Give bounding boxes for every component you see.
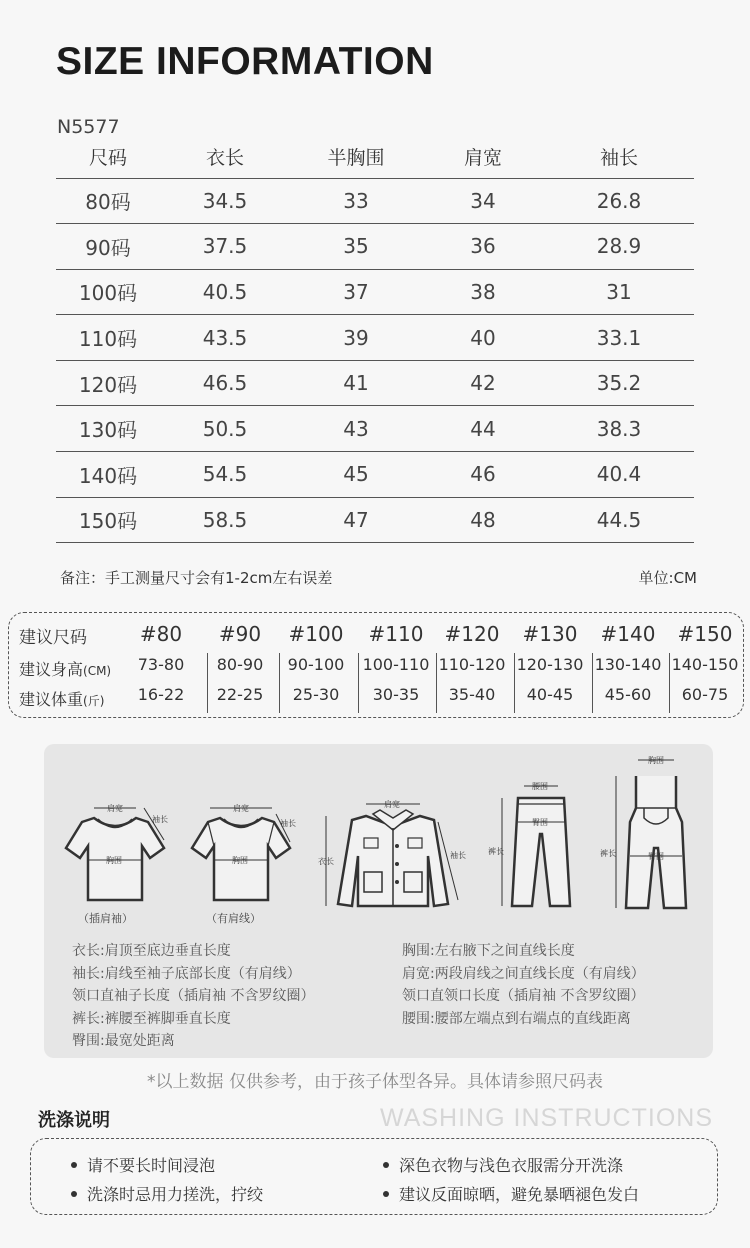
rec-divider <box>207 653 208 713</box>
rec-height-unit: (CM) <box>83 664 112 678</box>
table-row <box>56 452 694 498</box>
rec-size-7: #150 <box>677 622 733 646</box>
table-cell: 40.4 <box>544 452 694 498</box>
rec-divider <box>358 653 359 713</box>
table-row <box>56 497 694 543</box>
table-cell: 45 <box>290 452 422 498</box>
header-half-chest: 半胸围 <box>290 136 422 178</box>
shoulder-tee-figure <box>188 800 296 910</box>
wash-item <box>71 1182 263 1205</box>
rec-weight-5: 40-45 <box>526 685 574 704</box>
rec-divider <box>592 653 593 713</box>
rec-height-5: 120-130 <box>516 655 584 674</box>
label-shoulder: 肩宽 <box>107 804 123 813</box>
label-chest: 胸围 <box>106 856 122 865</box>
rec-size-label: 建议尺码 <box>19 628 87 648</box>
table-cell: 140码 <box>56 452 160 498</box>
table-cell: 110码 <box>56 315 160 361</box>
rec-weight-4: 35-40 <box>448 685 496 704</box>
page-title: SIZE INFORMATION <box>56 40 434 83</box>
desc-line: 肩宽:两段肩线之间直线长度（有肩线） <box>402 965 645 982</box>
rec-divider <box>669 653 670 713</box>
rec-weight-6: 45-60 <box>604 685 652 704</box>
desc-line: 衣长:肩顶至底边垂直长度 <box>72 943 231 959</box>
label-sleeve: 袖长 <box>152 815 168 824</box>
wash-item <box>383 1153 623 1176</box>
table-cell: 47 <box>290 497 422 543</box>
rec-size-6: #140 <box>600 622 656 646</box>
wash-item-text: 深色衣物与浅色衣服需分开洗涤 <box>399 1156 624 1175</box>
rec-weight-unit: (斤) <box>83 694 105 708</box>
table-cell: 46.5 <box>160 360 290 406</box>
table-row <box>56 269 694 315</box>
rec-weight-2: 25-30 <box>292 685 340 704</box>
raglan-tee-figure <box>62 800 170 910</box>
jacket-figure <box>318 796 468 916</box>
desc-line: 臀围:最宽处距离 <box>72 1033 175 1049</box>
caption-raglan: （插肩袖） <box>78 912 133 925</box>
table-cell: 150码 <box>56 497 160 543</box>
label-hip: 臀围 <box>532 818 548 827</box>
measurement-note: 备注：手工测量尺寸会有1-2cm左右误差 <box>60 569 333 587</box>
pants-icon <box>488 778 580 914</box>
table-cell: 31 <box>544 269 694 315</box>
table-row <box>56 360 694 406</box>
recommendation-box <box>8 612 744 718</box>
rec-size-0: #80 <box>139 622 183 646</box>
header-shoulder: 肩宽 <box>422 136 544 178</box>
pants-figure <box>488 778 580 914</box>
table-cell: 28.9 <box>544 224 694 270</box>
bullet-icon <box>71 1162 77 1168</box>
model-number: N5577 <box>57 116 120 138</box>
table-cell: 33.1 <box>544 315 694 361</box>
bullet-icon <box>383 1162 389 1168</box>
table-cell: 44 <box>422 406 544 452</box>
desc-line: 领口直领口长度（插肩袖 不含罗纹圈） <box>402 988 645 1004</box>
table-cell: 48 <box>422 497 544 543</box>
desc-line: 袖长:肩线至袖子底部长度（有肩线） <box>72 965 301 982</box>
table-cell: 35 <box>290 224 422 270</box>
table-cell: 35.2 <box>544 360 694 406</box>
label-shoulder-3: 肩宽 <box>384 800 400 809</box>
label-pants-2: 裤长 <box>600 849 616 858</box>
wash-item-text: 请不要长时间浸泡 <box>87 1156 216 1175</box>
rec-divider <box>514 653 515 713</box>
table-cell: 100码 <box>56 269 160 315</box>
table-cell: 120码 <box>56 360 160 406</box>
table-cell: 39 <box>290 315 422 361</box>
rec-height-2: 90-100 <box>287 655 345 674</box>
rec-height-7: 140-150 <box>671 655 739 674</box>
table-cell: 40.5 <box>160 269 290 315</box>
rec-divider <box>279 653 280 713</box>
table-cell: 43 <box>290 406 422 452</box>
label-chest-4: 胸围 <box>648 756 664 765</box>
label-waist: 腰围 <box>532 782 548 791</box>
rec-weight-0: 16-22 <box>137 685 185 704</box>
jacket-icon <box>318 796 468 916</box>
label-shoulder-2: 肩宽 <box>233 804 249 813</box>
label-sleeve-3: 袖长 <box>450 851 466 860</box>
table-cell: 34 <box>422 178 544 224</box>
table-cell: 38.3 <box>544 406 694 452</box>
table-cell: 54.5 <box>160 452 290 498</box>
size-table <box>56 136 694 543</box>
rec-divider <box>436 653 437 713</box>
rec-height-3: 100-110 <box>362 655 430 674</box>
rec-size-2: #100 <box>288 622 344 646</box>
unit-label: 单位:CM <box>638 569 697 587</box>
table-cell: 43.5 <box>160 315 290 361</box>
desc-line: 裤长:裤腰至裤脚垂直长度 <box>72 1010 231 1027</box>
rec-weight-text: 建议体重 <box>19 690 84 709</box>
shoulder-tee-icon <box>188 800 296 910</box>
label-hip-2: 臀围 <box>648 852 664 861</box>
wash-item-text: 洗涤时忌用力搓洗，拧绞 <box>87 1185 264 1204</box>
raglan-tee-icon <box>62 800 170 910</box>
desc-right <box>402 940 645 1030</box>
table-cell: 33 <box>290 178 422 224</box>
rec-weight-7: 60-75 <box>681 685 729 704</box>
table-cell: 40 <box>422 315 544 361</box>
table-row <box>56 178 694 224</box>
wash-item-text: 建议反面晾晒，避免暴晒褪色发白 <box>399 1185 640 1204</box>
table-cell: 46 <box>422 452 544 498</box>
label-chest-2: 胸围 <box>232 856 248 865</box>
header-length: 衣长 <box>160 136 290 178</box>
rec-height-text: 建议身高 <box>19 660 84 679</box>
table-cell: 58.5 <box>160 497 290 543</box>
washing-title: 洗涤说明 <box>38 1110 110 1131</box>
header-size: 尺码 <box>56 136 160 178</box>
table-row <box>56 224 694 270</box>
rec-weight-label <box>19 687 104 710</box>
table-row <box>56 315 694 361</box>
rec-height-6: 130-140 <box>594 655 662 674</box>
desc-line: 胸围:左右腋下之间直线长度 <box>402 943 575 959</box>
wash-item <box>71 1153 215 1176</box>
rec-height-0: 73-80 <box>137 655 185 674</box>
table-cell: 42 <box>422 360 544 406</box>
overalls-icon <box>600 752 704 916</box>
measurement-diagram <box>44 744 713 1058</box>
rec-height-label <box>19 657 111 680</box>
table-cell: 37 <box>290 269 422 315</box>
bullet-icon <box>383 1191 389 1197</box>
table-cell: 80码 <box>56 178 160 224</box>
rec-size-1: #90 <box>218 622 262 646</box>
rec-size-4: #120 <box>444 622 500 646</box>
rec-height-4: 110-120 <box>438 655 506 674</box>
rec-weight-3: 30-35 <box>372 685 420 704</box>
table-cell: 44.5 <box>544 497 694 543</box>
caption-shoulder: （有肩线） <box>206 912 261 925</box>
table-cell: 37.5 <box>160 224 290 270</box>
label-sleeve-2: 袖长 <box>280 819 296 828</box>
table-cell: 26.8 <box>544 178 694 224</box>
label-pants: 裤长 <box>488 847 504 856</box>
size-table-header <box>56 136 694 178</box>
table-row <box>56 406 694 452</box>
wash-item <box>383 1182 639 1205</box>
rec-size-5: #130 <box>522 622 578 646</box>
bullet-icon <box>71 1191 77 1197</box>
rec-height-1: 80-90 <box>216 655 264 674</box>
overalls-figure <box>600 752 704 916</box>
washing-box <box>30 1138 718 1215</box>
header-sleeve: 袖长 <box>544 136 694 178</box>
desc-line: 领口直袖子长度（插肩袖 不含罗纹圈） <box>72 988 315 1004</box>
table-cell: 130码 <box>56 406 160 452</box>
rec-weight-1: 22-25 <box>216 685 264 704</box>
rec-size-3: #110 <box>368 622 424 646</box>
table-cell: 36 <box>422 224 544 270</box>
table-cell: 38 <box>422 269 544 315</box>
table-cell: 50.5 <box>160 406 290 452</box>
label-length: 衣长 <box>318 857 334 866</box>
disclaimer: *以上数据 仅供参考，由于孩子体型各异。具体请参照尺码表 <box>147 1072 603 1092</box>
table-cell: 34.5 <box>160 178 290 224</box>
washing-title-en: WASHING INSTRUCTIONS <box>380 1104 713 1132</box>
desc-left <box>72 940 314 1053</box>
desc-line: 腰围:腰部左端点到右端点的直线距离 <box>402 1010 631 1027</box>
table-cell: 41 <box>290 360 422 406</box>
table-cell: 90码 <box>56 224 160 270</box>
